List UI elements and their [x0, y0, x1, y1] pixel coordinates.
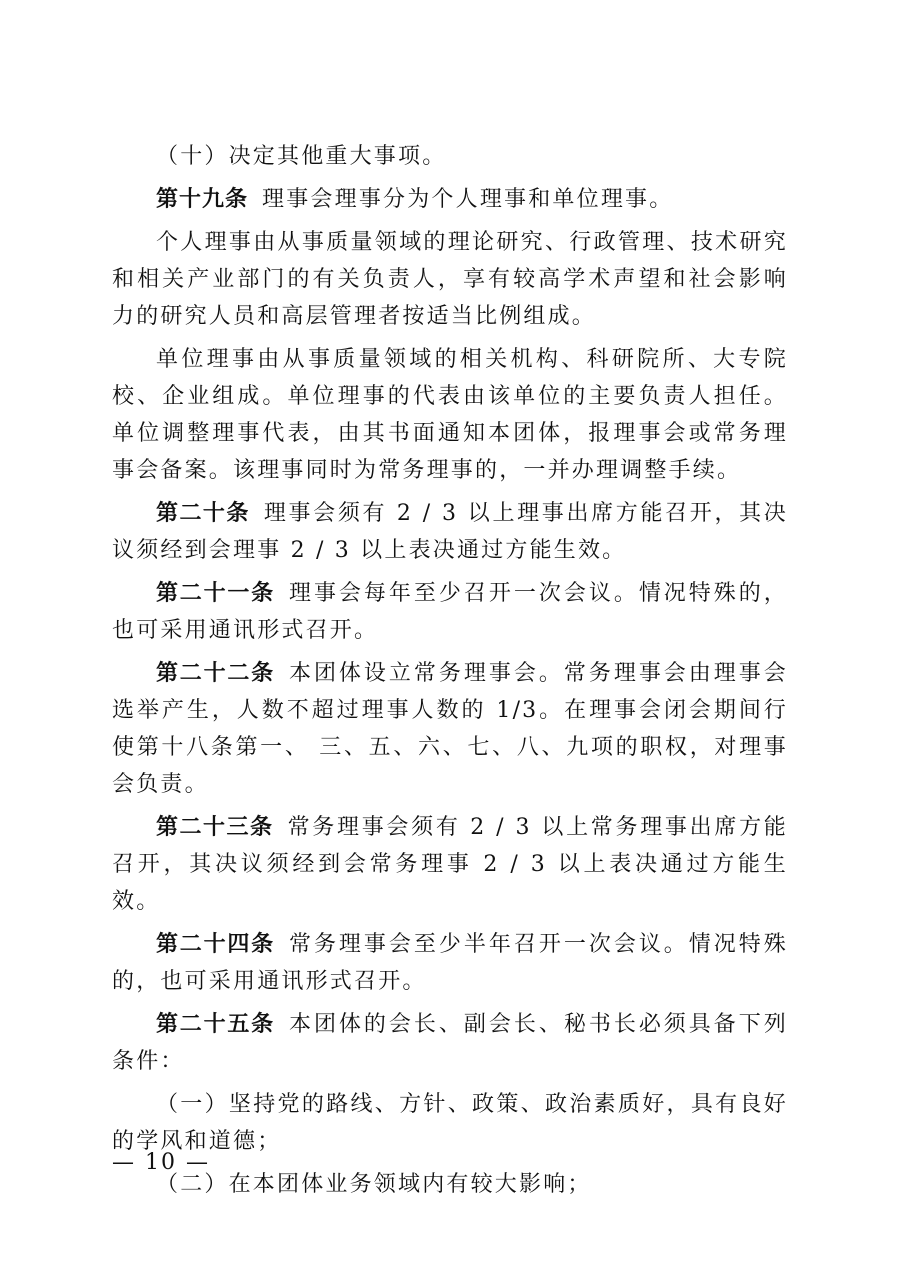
article-label: 第二十四条	[156, 932, 275, 957]
article-label: 第二十条	[156, 501, 250, 526]
article-22	[112, 655, 788, 803]
article-text: 理事会理事分为个人理事和单位理事。	[262, 187, 674, 212]
paragraph-individual-directors	[112, 224, 788, 335]
article-text: 本团体设立常务理事会。常务理事会由理事会选举产生，人数不超过理事人数的 1/3。在理事会闭会期间行使第十八条第一、 三、五、六、七、八、九项的职权，对理事会负责。	[112, 661, 788, 797]
article-label: 第二十五条	[156, 1012, 275, 1037]
paragraph-item-1	[112, 1086, 788, 1160]
paragraph-text: （一）坚持党的路线、方针、政策、政治素质好，具有良好的学风和道德；	[112, 1092, 788, 1154]
article-19	[112, 181, 788, 218]
article-21	[112, 575, 788, 649]
article-24	[112, 926, 788, 1000]
page-number: — 10 —	[112, 1150, 210, 1175]
article-label: 第二十三条	[156, 815, 274, 840]
article-label: 第二十二条	[156, 661, 275, 686]
article-text: 常务理事会须有 2 / 3 以上常务理事出席方能召开，其决议须经到会常务理事 2 / 3 以上表决通过方能生效。	[112, 815, 788, 914]
article-label: 第十九条	[156, 187, 249, 212]
article-20	[112, 495, 788, 569]
article-text: 理事会每年至少召开一次会议。情况特殊的，也可采用通讯形式召开。	[112, 581, 788, 643]
article-text: 常务理事会至少半年召开一次会议。情况特殊的，也可采用通讯形式召开。	[112, 932, 788, 994]
paragraph-text: （二）在本团体业务领域内有较大影响；	[156, 1172, 592, 1197]
paragraph-text: （十）决定其他重大事项。	[156, 144, 447, 169]
paragraph-text: 个人理事由从事质量领域的理论研究、行政管理、技术研究和相关产业部门的有关负责人，享有较高学术声望和社会影响力的研究人员和高层管理者按适当比例组成。	[112, 230, 788, 329]
paragraph-unit-directors	[112, 341, 788, 489]
paragraph-item-10	[112, 138, 788, 175]
paragraph-text: 单位理事由从事质量领域的相关机构、科研院所、大专院校、企业组成。单位理事的代表由该单位的主要负责人担任。单位调整理事代表，由其书面通知本团体，报理事会或常务理事会备案。该理事同时为常务理事的，一并办理调整手续。	[112, 347, 788, 483]
article-text: 本团体的会长、副会长、秘书长必须具备下列条件：	[112, 1012, 788, 1074]
article-23	[112, 809, 788, 920]
document-body	[112, 138, 788, 1203]
article-text: 理事会须有 2 / 3 以上理事出席方能召开，其决议须经到会理事 2 / 3 以上表决通过方能生效。	[112, 501, 788, 563]
paragraph-item-2	[112, 1166, 788, 1203]
article-25	[112, 1006, 788, 1080]
article-label: 第二十一条	[156, 581, 275, 606]
